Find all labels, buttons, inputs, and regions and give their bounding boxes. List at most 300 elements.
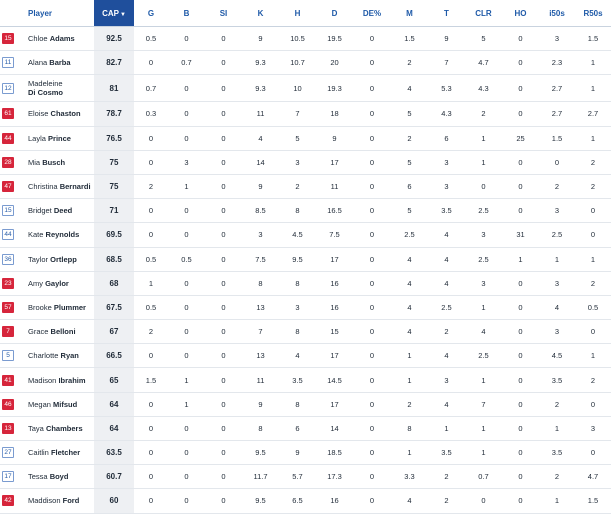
k-column-header[interactable]: K — [242, 0, 279, 27]
d-cell: 14.5 — [316, 368, 353, 392]
g-cell: 0 — [134, 199, 168, 223]
cap-cell: 69.5 — [94, 223, 134, 247]
jersey-number-badge: 13 — [2, 423, 14, 434]
player-last-name: Boyd — [49, 472, 69, 482]
player-name-cell[interactable] — [22, 441, 94, 465]
table-row[interactable] — [0, 174, 611, 198]
k-cell: 14 — [242, 150, 279, 174]
i50s-cell: 1.5 — [539, 126, 575, 150]
position-cell — [0, 27, 22, 51]
cap-cell: 63.5 — [94, 441, 134, 465]
t-cell: 9 — [428, 27, 465, 51]
cap-cell: 67.5 — [94, 295, 134, 319]
t-cell: 1 — [428, 416, 465, 440]
i50s-cell: 2 — [539, 465, 575, 489]
position-cell — [0, 392, 22, 416]
clr-cell: 3 — [465, 271, 502, 295]
ho-cell: 1 — [502, 247, 539, 271]
d-cell: 17 — [316, 150, 353, 174]
m-cell: 1 — [391, 368, 428, 392]
de-pct-cell: 0 — [353, 75, 391, 102]
t-cell: 3 — [428, 368, 465, 392]
player-name-cell[interactable] — [22, 51, 94, 75]
player-last-name: Ford — [62, 496, 80, 506]
h-column-header[interactable]: H — [279, 0, 316, 27]
m-cell: 4 — [391, 271, 428, 295]
player-last-name: Ryan — [60, 351, 79, 361]
m-cell: 2 — [391, 126, 428, 150]
position-cell — [0, 102, 22, 126]
g-cell: 0 — [134, 465, 168, 489]
si-cell: 0 — [205, 295, 242, 319]
b-column-header[interactable]: B — [168, 0, 205, 27]
clr-cell: 1 — [465, 295, 502, 319]
position-cell — [0, 75, 22, 102]
jersey-number-badge: 57 — [2, 302, 14, 313]
ho-cell: 0 — [502, 174, 539, 198]
m-cell: 2.5 — [391, 223, 428, 247]
de-pct-cell: 0 — [353, 247, 391, 271]
t-cell: 2 — [428, 320, 465, 344]
de-pct-cell: 0 — [353, 27, 391, 51]
table-row[interactable] — [0, 51, 611, 75]
t-column-header[interactable]: T — [428, 0, 465, 27]
ho-column-header[interactable]: HO — [502, 0, 539, 27]
t-cell: 5.3 — [428, 75, 465, 102]
cap-cell: 82.7 — [94, 51, 134, 75]
table-row[interactable] — [0, 247, 611, 271]
d-cell: 17 — [316, 344, 353, 368]
ho-cell: 0 — [502, 102, 539, 126]
de-pct-cell: 0 — [353, 320, 391, 344]
ho-cell: 25 — [502, 126, 539, 150]
si-cell: 0 — [205, 247, 242, 271]
i50s-cell: 1 — [539, 489, 575, 513]
de-pct-cell: 0 — [353, 295, 391, 319]
t-cell: 4 — [428, 344, 465, 368]
de-pct-cell: 0 — [353, 441, 391, 465]
m-cell: 4 — [391, 295, 428, 319]
jersey-number-badge: 11 — [2, 57, 14, 68]
table-body — [0, 27, 611, 514]
ho-cell: 0 — [502, 441, 539, 465]
b-cell: 0 — [168, 75, 205, 102]
clr-cell: 7 — [465, 392, 502, 416]
k-cell: 11 — [242, 102, 279, 126]
si-cell: 0 — [205, 102, 242, 126]
k-cell: 9 — [242, 27, 279, 51]
jersey-number-badge: 27 — [2, 447, 14, 458]
h-cell: 5 — [279, 126, 316, 150]
player-name-cell[interactable] — [22, 465, 94, 489]
de-pct-cell: 0 — [353, 465, 391, 489]
de-pct-cell: 0 — [353, 368, 391, 392]
player-column-header[interactable]: Player — [22, 0, 94, 27]
player-last-name: Bernardi — [59, 182, 91, 192]
table-row[interactable] — [0, 150, 611, 174]
player-name-cell[interactable] — [22, 368, 94, 392]
i50s-cell: 2.7 — [539, 75, 575, 102]
player-name-cell[interactable] — [22, 489, 94, 513]
b-cell: 0 — [168, 102, 205, 126]
b-cell: 0 — [168, 271, 205, 295]
position-header — [0, 0, 22, 27]
m-cell: 5 — [391, 102, 428, 126]
d-cell: 17 — [316, 392, 353, 416]
g-cell: 0 — [134, 126, 168, 150]
si-cell: 0 — [205, 320, 242, 344]
m-cell: 4 — [391, 75, 428, 102]
ho-cell: 0 — [502, 199, 539, 223]
b-cell: 3 — [168, 150, 205, 174]
m-cell: 4 — [391, 489, 428, 513]
table-row[interactable] — [0, 465, 611, 489]
jersey-number-badge: 15 — [2, 33, 14, 44]
player-name-cell[interactable] — [22, 344, 94, 368]
player-first-name: Taya — [28, 423, 44, 433]
position-cell — [0, 320, 22, 344]
ho-cell: 0 — [502, 295, 539, 319]
de-pct-cell: 0 — [353, 126, 391, 150]
si-cell: 0 — [205, 27, 242, 51]
player-name-cell[interactable] — [22, 416, 94, 440]
si-cell: 0 — [205, 223, 242, 247]
cap-cell: 67 — [94, 320, 134, 344]
position-cell — [0, 344, 22, 368]
si-cell: 0 — [205, 489, 242, 513]
d-cell: 16 — [316, 271, 353, 295]
player-name-cell[interactable] — [22, 295, 94, 319]
jersey-number-badge: 15 — [2, 205, 14, 216]
position-cell — [0, 199, 22, 223]
r50s-cell: 0 — [575, 199, 611, 223]
player-first-name: Madison — [28, 375, 57, 385]
h-cell: 6 — [279, 416, 316, 440]
b-cell: 0 — [168, 344, 205, 368]
cap-column-header[interactable] — [94, 0, 134, 27]
h-cell: 8 — [279, 199, 316, 223]
d-column-header[interactable]: D — [316, 0, 353, 27]
table-row[interactable] — [0, 102, 611, 126]
player-name-cell[interactable] — [22, 102, 94, 126]
d-cell: 17.3 — [316, 465, 353, 489]
position-cell — [0, 223, 22, 247]
player-name-cell[interactable] — [22, 75, 94, 102]
cap-cell: 76.5 — [94, 126, 134, 150]
ho-cell: 0 — [502, 368, 539, 392]
g-cell: 0 — [134, 223, 168, 247]
table-row[interactable] — [0, 320, 611, 344]
g-cell: 0 — [134, 489, 168, 513]
position-cell — [0, 247, 22, 271]
i50s-cell: 1 — [539, 416, 575, 440]
t-cell: 4 — [428, 223, 465, 247]
h-cell: 3 — [279, 295, 316, 319]
table-row[interactable] — [0, 75, 611, 102]
de-pct-cell: 0 — [353, 489, 391, 513]
player-first-name: Taylor — [28, 254, 49, 264]
k-cell: 7 — [242, 320, 279, 344]
player-last-name: Belloni — [50, 327, 76, 337]
r50s-cell: 1 — [575, 126, 611, 150]
d-cell: 18.5 — [316, 441, 353, 465]
si-cell: 0 — [205, 441, 242, 465]
de-pct-column-header[interactable]: DE% — [353, 0, 391, 27]
cap-cell: 92.5 — [94, 27, 134, 51]
si-cell: 0 — [205, 199, 242, 223]
si-cell: 0 — [205, 51, 242, 75]
h-cell: 7 — [279, 102, 316, 126]
player-name-cell[interactable] — [22, 223, 94, 247]
d-cell: 15 — [316, 320, 353, 344]
d-cell: 16.5 — [316, 199, 353, 223]
si-cell: 0 — [205, 75, 242, 102]
position-cell — [0, 465, 22, 489]
player-name-cell[interactable] — [22, 126, 94, 150]
table-row[interactable] — [0, 416, 611, 440]
jersey-number-badge: 46 — [2, 399, 14, 410]
r50s-cell: 2 — [575, 150, 611, 174]
r50s-cell: 0 — [575, 223, 611, 247]
player-name-cell[interactable] — [22, 174, 94, 198]
de-pct-cell: 0 — [353, 416, 391, 440]
m-cell: 1 — [391, 344, 428, 368]
ho-cell: 31 — [502, 223, 539, 247]
clr-cell: 0 — [465, 174, 502, 198]
k-cell: 9.5 — [242, 489, 279, 513]
b-cell: 0 — [168, 27, 205, 51]
cap-cell: 68.5 — [94, 247, 134, 271]
player-name-cell[interactable] — [22, 27, 94, 51]
ho-cell: 0 — [502, 344, 539, 368]
b-cell: 0 — [168, 223, 205, 247]
player-first-name: Megan — [28, 399, 51, 409]
h-cell: 6.5 — [279, 489, 316, 513]
table-row[interactable] — [0, 295, 611, 319]
k-cell: 8.5 — [242, 199, 279, 223]
clr-cell: 1 — [465, 416, 502, 440]
si-cell: 0 — [205, 368, 242, 392]
jersey-number-badge: 12 — [2, 83, 14, 94]
player-first-name: Mia — [28, 157, 41, 167]
clr-cell: 2.5 — [465, 199, 502, 223]
table-row[interactable] — [0, 392, 611, 416]
m-cell: 4 — [391, 247, 428, 271]
t-cell: 4 — [428, 271, 465, 295]
cap-cell: 64 — [94, 416, 134, 440]
player-first-name: Alana — [28, 58, 48, 68]
jersey-number-badge: 44 — [2, 133, 14, 144]
h-cell: 3 — [279, 150, 316, 174]
t-cell: 2 — [428, 465, 465, 489]
si-cell: 0 — [205, 465, 242, 489]
player-name-cell[interactable] — [22, 320, 94, 344]
m-cell: 2 — [391, 51, 428, 75]
table-row[interactable] — [0, 441, 611, 465]
b-cell: 0 — [168, 199, 205, 223]
m-cell: 4 — [391, 320, 428, 344]
player-first-name: Layla — [28, 133, 46, 143]
b-cell: 0 — [168, 320, 205, 344]
clr-column-header[interactable]: CLR — [465, 0, 502, 27]
de-pct-cell: 0 — [353, 199, 391, 223]
cap-cell: 71 — [94, 199, 134, 223]
b-cell: 0.5 — [168, 247, 205, 271]
cap-cell: 75 — [94, 150, 134, 174]
t-cell: 3 — [428, 150, 465, 174]
table-row[interactable] — [0, 368, 611, 392]
h-cell: 8 — [279, 392, 316, 416]
position-cell — [0, 416, 22, 440]
jersey-number-badge: 7 — [2, 326, 14, 337]
i50s-column-header[interactable]: i50s — [539, 0, 575, 27]
d-cell: 9 — [316, 126, 353, 150]
cap-cell: 64 — [94, 392, 134, 416]
player-first-name: Charlotte — [28, 351, 59, 361]
g-column-header[interactable]: G — [134, 0, 168, 27]
g-cell: 0 — [134, 441, 168, 465]
si-column-header[interactable]: SI — [205, 0, 242, 27]
sort-desc-icon: ▼ — [119, 11, 126, 18]
k-cell: 8 — [242, 271, 279, 295]
r50s-cell: 0.5 — [575, 295, 611, 319]
table-row[interactable] — [0, 271, 611, 295]
player-last-name: Adams — [49, 34, 75, 44]
i50s-cell: 3 — [539, 27, 575, 51]
clr-cell: 2.5 — [465, 247, 502, 271]
de-pct-cell: 0 — [353, 392, 391, 416]
t-cell: 3 — [428, 174, 465, 198]
i50s-cell: 2 — [539, 392, 575, 416]
r50s-cell: 1.5 — [575, 489, 611, 513]
player-last-name: Busch — [42, 157, 66, 167]
r50s-cell: 1.5 — [575, 27, 611, 51]
player-last-name: Fletcher — [50, 448, 81, 458]
i50s-cell: 1 — [539, 247, 575, 271]
r50s-cell: 0 — [575, 392, 611, 416]
i50s-cell: 0 — [539, 150, 575, 174]
player-name-cell[interactable] — [22, 392, 94, 416]
clr-cell: 5 — [465, 27, 502, 51]
g-cell: 0.5 — [134, 247, 168, 271]
r50s-cell: 2 — [575, 368, 611, 392]
clr-cell: 2 — [465, 102, 502, 126]
k-cell: 13 — [242, 295, 279, 319]
player-first-name: Maddison — [28, 496, 61, 506]
table-row[interactable] — [0, 489, 611, 513]
cap-cell: 65 — [94, 368, 134, 392]
player-name-cell[interactable] — [22, 271, 94, 295]
k-cell: 8 — [242, 416, 279, 440]
player-name-cell[interactable] — [22, 150, 94, 174]
clr-cell: 4.3 — [465, 75, 502, 102]
cap-cell: 66.5 — [94, 344, 134, 368]
jersey-number-badge: 61 — [2, 108, 14, 119]
cap-cell: 60 — [94, 489, 134, 513]
d-cell: 11 — [316, 174, 353, 198]
player-first-name: Grace — [28, 327, 49, 337]
table-row[interactable] — [0, 27, 611, 51]
table-row[interactable] — [0, 126, 611, 150]
b-cell: 1 — [168, 392, 205, 416]
table-row[interactable] — [0, 344, 611, 368]
d-cell: 19.3 — [316, 75, 353, 102]
i50s-cell: 2.3 — [539, 51, 575, 75]
g-cell: 1 — [134, 271, 168, 295]
clr-cell: 2.5 — [465, 344, 502, 368]
ho-cell: 0 — [502, 271, 539, 295]
player-last-name: Chaston — [50, 109, 81, 119]
m-cell: 6 — [391, 174, 428, 198]
b-cell: 0 — [168, 126, 205, 150]
player-last-name: Barba — [49, 58, 71, 68]
si-cell: 0 — [205, 174, 242, 198]
ho-cell: 0 — [502, 489, 539, 513]
g-cell: 2 — [134, 174, 168, 198]
d-cell: 18 — [316, 102, 353, 126]
g-cell: 0 — [134, 51, 168, 75]
b-cell: 1 — [168, 174, 205, 198]
table-row[interactable] — [0, 223, 611, 247]
player-last-name: Reynolds — [45, 230, 80, 240]
clr-cell: 1 — [465, 441, 502, 465]
r50s-cell: 2 — [575, 271, 611, 295]
h-cell: 4 — [279, 344, 316, 368]
player-name-cell[interactable] — [22, 199, 94, 223]
ho-cell: 0 — [502, 51, 539, 75]
b-cell: 0 — [168, 489, 205, 513]
r50s-column-header[interactable]: R50s — [575, 0, 611, 27]
table-row[interactable] — [0, 199, 611, 223]
header-row — [0, 0, 611, 27]
g-cell: 2 — [134, 320, 168, 344]
i50s-cell: 2 — [539, 174, 575, 198]
b-cell: 0 — [168, 295, 205, 319]
player-first-name: Tessa — [28, 472, 48, 482]
jersey-number-badge: 42 — [2, 495, 14, 506]
player-name-cell[interactable] — [22, 247, 94, 271]
k-cell: 3 — [242, 223, 279, 247]
r50s-cell: 4.7 — [575, 465, 611, 489]
i50s-cell: 3 — [539, 199, 575, 223]
de-pct-cell: 0 — [353, 150, 391, 174]
player-first-name: Bridget — [28, 206, 52, 216]
i50s-cell: 3.5 — [539, 441, 575, 465]
d-cell: 17 — [316, 247, 353, 271]
jersey-number-badge: 28 — [2, 157, 14, 168]
player-first-name: Eloise — [28, 109, 49, 119]
jersey-number-badge: 5 — [2, 350, 14, 361]
d-cell: 14 — [316, 416, 353, 440]
player-last-name: Ibrahim — [58, 375, 86, 385]
position-cell — [0, 368, 22, 392]
m-cell: 5 — [391, 150, 428, 174]
si-cell: 0 — [205, 126, 242, 150]
r50s-cell: 2.7 — [575, 102, 611, 126]
m-column-header[interactable]: M — [391, 0, 428, 27]
b-cell: 0.7 — [168, 51, 205, 75]
player-last-name: Prince — [48, 133, 71, 143]
player-first-name: Caitlin — [28, 448, 49, 458]
t-cell: 2 — [428, 489, 465, 513]
k-cell: 9 — [242, 174, 279, 198]
player-first-name: Kate — [28, 230, 44, 240]
d-cell: 20 — [316, 51, 353, 75]
player-last-name: Plummer — [53, 302, 86, 312]
position-cell — [0, 126, 22, 150]
b-cell: 0 — [168, 441, 205, 465]
k-cell: 7.5 — [242, 247, 279, 271]
